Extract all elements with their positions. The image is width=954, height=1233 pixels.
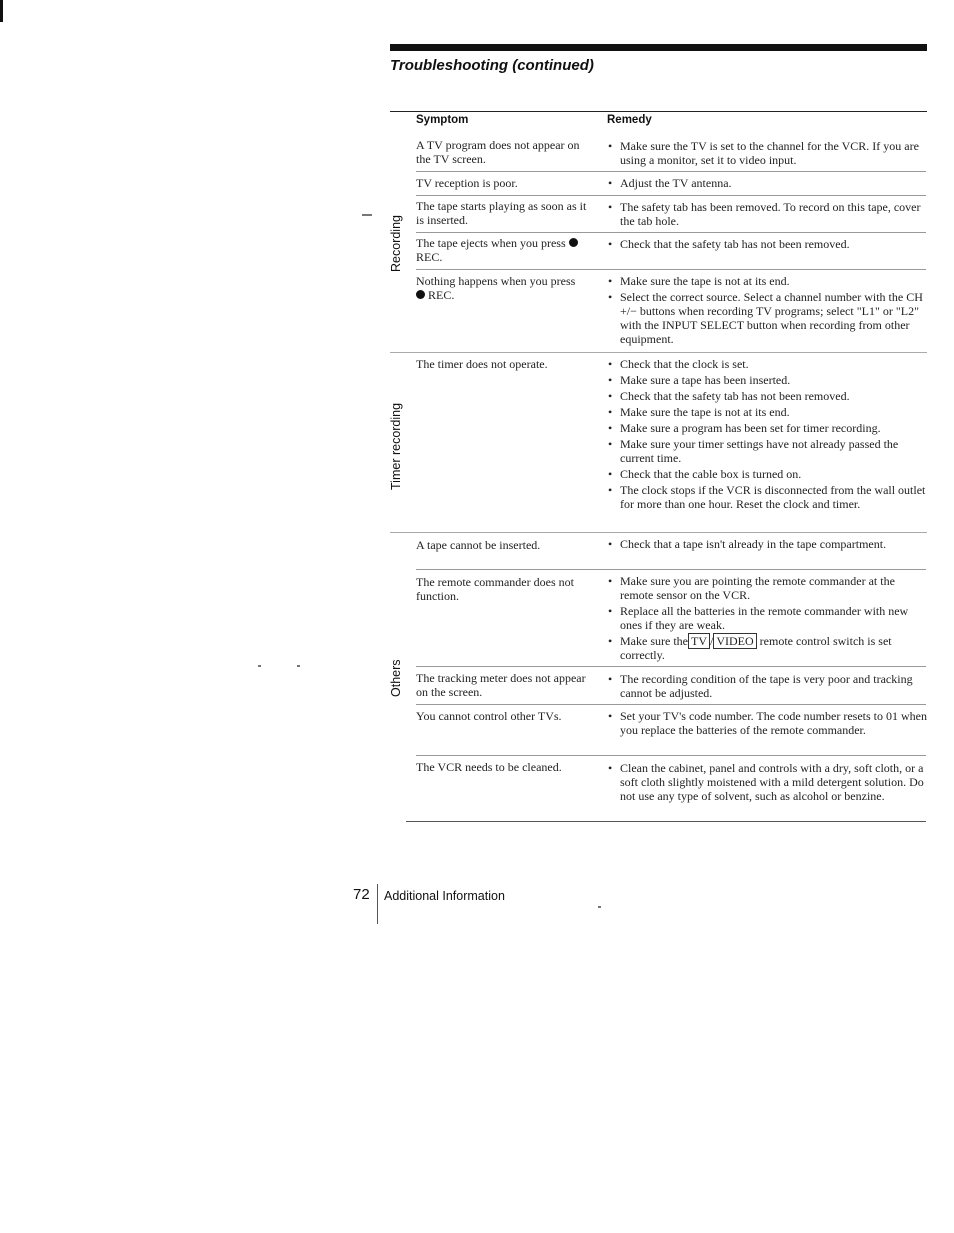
bullet-icon: • bbox=[608, 200, 613, 214]
row-divider bbox=[416, 171, 926, 172]
bullet-icon: • bbox=[608, 483, 613, 497]
group-label-recording: Recording bbox=[389, 215, 403, 272]
remedy-item: • Make sure a tape has been inserted. bbox=[608, 373, 791, 387]
symptom-text: The timer does not operate. bbox=[416, 357, 548, 371]
bullet-icon: • bbox=[608, 237, 613, 251]
bullet-icon: • bbox=[608, 672, 613, 686]
remedy-list bbox=[608, 537, 930, 553]
symptom-text: A tape cannot be inserted. bbox=[416, 538, 541, 552]
remedy-list bbox=[608, 237, 930, 253]
bullet-icon: • bbox=[608, 389, 613, 403]
row-divider bbox=[416, 666, 926, 667]
bullet-icon: • bbox=[608, 139, 613, 153]
scan-speck bbox=[297, 665, 300, 667]
table-bottom-rule bbox=[406, 821, 926, 822]
remedy-list bbox=[608, 274, 930, 348]
symptom-text: A TV program does not appear on the TV screen. bbox=[416, 138, 580, 166]
bullet-icon: • bbox=[608, 709, 613, 723]
symptom-text: You cannot control other TVs. bbox=[416, 709, 562, 723]
tv-switch-label: TV bbox=[688, 633, 710, 649]
bullet-icon: • bbox=[608, 467, 613, 481]
row-divider bbox=[416, 269, 926, 270]
row-divider bbox=[416, 232, 926, 233]
symptom-text: The VCR needs to be cleaned. bbox=[416, 760, 562, 774]
page-number: 72 bbox=[353, 886, 370, 903]
remedy-item: • Make sure your timer settings have not already passed the current time. bbox=[608, 437, 899, 465]
footer-section-label: Additional Information bbox=[384, 889, 505, 903]
record-dot-icon bbox=[569, 238, 578, 247]
symptom-text: The tracking meter does not appear on the screen. bbox=[416, 671, 586, 699]
header-rule bbox=[390, 111, 927, 112]
scan-speck bbox=[362, 214, 372, 216]
scan-edge-mark bbox=[0, 0, 3, 22]
remedy-item: • Select the correct source. Select a channel number with the CH +/− buttons when recording TV programs; select "L1" or "L2" with the INPUT SELECT button when recording from other equipment. bbox=[608, 290, 923, 346]
remedy-list bbox=[608, 574, 930, 664]
row-divider bbox=[416, 195, 926, 196]
remedy-item: • Make sure a program has been set for timer recording. bbox=[608, 421, 881, 435]
remedy-item: • Set your TV's code number. The code number resets to 01 when you replace the batteries of the remote commander. bbox=[608, 709, 927, 737]
bullet-icon: • bbox=[608, 421, 613, 435]
remedy-item: • The recording condition of the tape is very poor and tracking cannot be adjusted. bbox=[608, 672, 913, 700]
group-label-timer-recording: Timer recording bbox=[389, 402, 403, 490]
remedy-item: • Clean the cabinet, panel and controls with a dry, soft cloth, or a soft cloth slightly moistened with a mild detergent solution. Do not use any type of solvent, such as alcohol or benzine. bbox=[608, 761, 924, 803]
remedy-list bbox=[608, 357, 930, 513]
scan-speck bbox=[258, 665, 261, 667]
bullet-icon: • bbox=[608, 437, 613, 451]
remedy-list bbox=[608, 761, 930, 805]
top-rule bbox=[390, 44, 927, 51]
row-divider bbox=[416, 755, 926, 756]
bullet-icon: • bbox=[608, 405, 613, 419]
remedy-list bbox=[608, 176, 930, 192]
bullet-icon: • bbox=[608, 634, 613, 648]
symptom-column-header: Symptom bbox=[416, 114, 469, 126]
group-divider bbox=[390, 352, 927, 353]
symptom-text: The remote commander does not function. bbox=[416, 575, 574, 603]
page-title: Troubleshooting (continued) bbox=[390, 57, 594, 74]
remedy-item: • Check that the cable box is turned on. bbox=[608, 467, 802, 481]
symptom-text: Nothing happens when you press REC. bbox=[416, 274, 576, 302]
scan-speck bbox=[598, 906, 601, 908]
bullet-icon: • bbox=[608, 274, 613, 288]
bullet-icon: • bbox=[608, 604, 613, 618]
remedy-item: • Make sure the tape is not at its end. bbox=[608, 405, 790, 419]
symptom-text: The tape starts playing as soon as it is inserted. bbox=[416, 199, 587, 227]
remedy-list bbox=[608, 709, 930, 739]
remedy-list bbox=[608, 200, 930, 230]
symptom-text: The tape ejects when you press REC. bbox=[416, 236, 596, 264]
remedy-item: • Check that the clock is set. bbox=[608, 357, 749, 371]
remedy-item: • The clock stops if the VCR is disconnected from the wall outlet for more than one hour. Reset the clock and timer. bbox=[608, 483, 926, 511]
bullet-icon: • bbox=[608, 761, 613, 775]
remedy-list bbox=[608, 672, 930, 702]
bullet-icon: • bbox=[608, 290, 613, 304]
group-divider bbox=[390, 532, 927, 533]
bullet-icon: • bbox=[608, 357, 613, 371]
remedy-list bbox=[608, 139, 930, 169]
bullet-icon: • bbox=[608, 537, 613, 551]
footer-separator bbox=[377, 884, 378, 924]
remedy-item: • Make sure the tape is not at its end. bbox=[608, 274, 790, 288]
video-switch-label: VIDEO bbox=[713, 633, 756, 649]
remedy-item: • Check that a tape isn't already in the tape compartment. bbox=[608, 537, 887, 551]
bullet-icon: • bbox=[608, 574, 613, 588]
record-dot-icon bbox=[416, 290, 425, 299]
remedy-item: • Check that the safety tab has not been removed. bbox=[608, 237, 850, 251]
symptom-text: TV reception is poor. bbox=[416, 176, 518, 190]
remedy-column-header: Remedy bbox=[607, 114, 652, 126]
row-divider bbox=[416, 569, 926, 570]
bullet-icon: • bbox=[608, 176, 613, 190]
remedy-item: • Make sure you are pointing the remote commander at the remote sensor on the VCR. bbox=[608, 574, 895, 602]
remedy-item: • Adjust the TV antenna. bbox=[608, 176, 732, 190]
remedy-item: • The safety tab has been removed. To record on this tape, cover the tab hole. bbox=[608, 200, 921, 228]
group-label-others: Others bbox=[389, 659, 403, 697]
row-divider bbox=[416, 704, 926, 705]
remedy-item: • Check that the safety tab has not been removed. bbox=[608, 389, 850, 403]
remedy-item: • Make sure the TV / VIDEO remote control switch is set correctly. bbox=[608, 634, 892, 662]
bullet-icon: • bbox=[608, 373, 613, 387]
remedy-item: • Make sure the TV is set to the channel for the VCR. If you are using a monitor, set it to video input. bbox=[608, 139, 919, 167]
remedy-item: • Replace all the batteries in the remote commander with new ones if they are weak. bbox=[608, 604, 909, 632]
